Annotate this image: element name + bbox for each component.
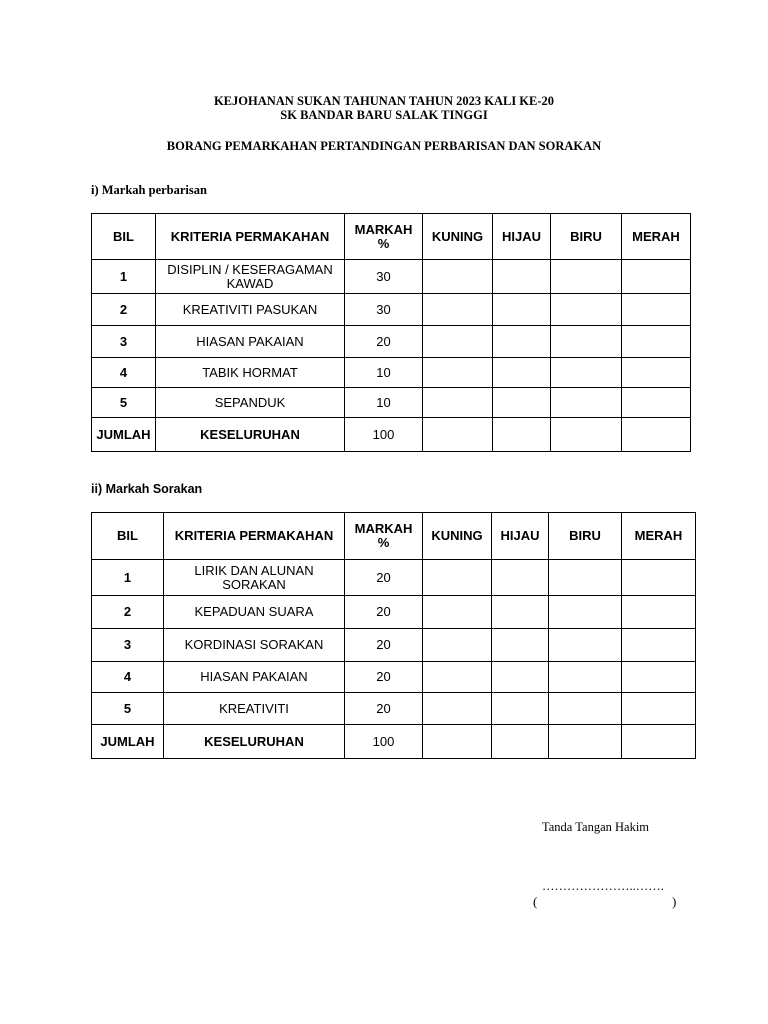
marks-cell: 10 xyxy=(345,358,423,388)
row-number: 4 xyxy=(92,358,156,388)
column-header: BIRU xyxy=(549,513,622,560)
score-cell-biru[interactable] xyxy=(549,662,622,693)
column-header: KRITERIA PERMAKAHAN xyxy=(156,214,345,260)
score-cell-biru[interactable] xyxy=(551,326,622,358)
school-name: SK BANDAR BARU SALAK TINGGI xyxy=(280,108,488,122)
score-cell-hijau[interactable] xyxy=(493,294,551,326)
row-number: 1 xyxy=(92,560,164,596)
score-cell-kuning[interactable] xyxy=(423,560,492,596)
row-number: 2 xyxy=(92,596,164,629)
total-marks: 100 xyxy=(345,725,423,759)
table-row xyxy=(92,358,691,388)
column-header: BIL xyxy=(92,214,156,260)
column-header: HIJAU xyxy=(492,513,549,560)
table-header-row xyxy=(92,513,696,560)
column-header: BIRU xyxy=(551,214,622,260)
criteria-cell: HIASAN PAKAIAN xyxy=(156,326,345,358)
marks-cell: 20 xyxy=(345,662,423,693)
column-header: KUNING xyxy=(423,513,492,560)
row-number: 4 xyxy=(92,662,164,693)
score-cell-kuning[interactable] xyxy=(423,662,492,693)
score-cell-hijau[interactable] xyxy=(492,662,549,693)
row-number: 5 xyxy=(92,693,164,725)
marks-cell: 20 xyxy=(345,693,423,725)
score-cell-biru[interactable] xyxy=(551,294,622,326)
row-number: 5 xyxy=(92,388,156,418)
criteria-cell: HIASAN PAKAIAN xyxy=(164,662,345,693)
score-cell-merah[interactable] xyxy=(622,560,696,596)
table-row xyxy=(92,596,696,629)
score-cell-kuning[interactable] xyxy=(423,629,492,662)
criteria-cell: KEPADUAN SUARA xyxy=(164,596,345,629)
total-cell-hijau[interactable] xyxy=(493,418,551,452)
score-cell-biru[interactable] xyxy=(551,388,622,418)
score-cell-biru[interactable] xyxy=(551,358,622,388)
score-cell-merah[interactable] xyxy=(622,693,696,725)
column-header: MARKAH % xyxy=(345,513,423,560)
score-cell-kuning[interactable] xyxy=(423,596,492,629)
score-cell-merah[interactable] xyxy=(622,358,691,388)
total-label: JUMLAH xyxy=(92,418,156,452)
total-cell-merah[interactable] xyxy=(622,418,691,452)
name-bracket-open: ( xyxy=(533,894,538,909)
marks-cell: 20 xyxy=(345,326,423,358)
criteria-cell: TABIK HORMAT xyxy=(156,358,345,388)
score-cell-hijau[interactable] xyxy=(492,693,549,725)
row-number: 2 xyxy=(92,294,156,326)
section-label-perbarisan: i) Markah perbarisan xyxy=(91,183,207,197)
total-cell-kuning[interactable] xyxy=(423,418,493,452)
criteria-cell: KORDINASI SORAKAN xyxy=(164,629,345,662)
table-row xyxy=(92,294,691,326)
score-cell-merah[interactable] xyxy=(622,596,696,629)
score-cell-kuning[interactable] xyxy=(423,326,493,358)
table-row xyxy=(92,326,691,358)
criteria-cell: SEPANDUK xyxy=(156,388,345,418)
score-cell-kuning[interactable] xyxy=(423,294,493,326)
score-cell-hijau[interactable] xyxy=(493,358,551,388)
judge-signature-label: Tanda Tangan Hakim xyxy=(542,820,650,834)
row-number: 3 xyxy=(92,326,156,358)
table-row xyxy=(92,388,691,418)
total-row xyxy=(92,725,696,759)
event-title: KEJOHANAN SUKAN TAHUNAN TAHUN 2023 KALI KE-20 xyxy=(213,94,555,108)
marks-cell: 20 xyxy=(345,560,423,596)
marks-cell: 10 xyxy=(345,388,423,418)
score-cell-kuning[interactable] xyxy=(423,260,493,294)
total-marks: 100 xyxy=(345,418,423,452)
table-row xyxy=(92,260,691,294)
marks-cell: 20 xyxy=(345,629,423,662)
criteria-cell: DISIPLIN / KESERAGAMAN KAWAD xyxy=(156,260,345,294)
score-cell-biru[interactable] xyxy=(549,693,622,725)
table-row xyxy=(92,693,696,725)
column-header: KRITERIA PERMAKAHAN xyxy=(164,513,345,560)
score-cell-biru[interactable] xyxy=(549,596,622,629)
score-cell-hijau[interactable] xyxy=(493,326,551,358)
column-header: HIJAU xyxy=(493,214,551,260)
marks-cell: 30 xyxy=(345,294,423,326)
criteria-cell: KREATIVITI PASUKAN xyxy=(156,294,345,326)
total-row xyxy=(92,418,691,452)
score-cell-hijau[interactable] xyxy=(493,260,551,294)
total-cell-merah[interactable] xyxy=(622,725,696,759)
criteria-cell: LIRIK DAN ALUNAN SORAKAN xyxy=(164,560,345,596)
row-number: 3 xyxy=(92,629,164,662)
score-cell-kuning[interactable] xyxy=(423,693,492,725)
total-cell-hijau[interactable] xyxy=(492,725,549,759)
score-cell-merah[interactable] xyxy=(622,662,696,693)
score-cell-hijau[interactable] xyxy=(492,560,549,596)
table-header-row xyxy=(92,214,691,260)
score-table-sorakan xyxy=(91,512,696,759)
score-cell-biru[interactable] xyxy=(551,260,622,294)
score-cell-hijau[interactable] xyxy=(492,596,549,629)
table-row xyxy=(92,560,696,596)
column-header: MERAH xyxy=(622,513,696,560)
total-label: JUMLAH xyxy=(92,725,164,759)
name-bracket-close: ) xyxy=(672,894,677,909)
score-table-perbarisan xyxy=(91,213,691,452)
total-criteria: KESELURUHAN xyxy=(156,418,345,452)
marks-cell: 20 xyxy=(345,596,423,629)
score-cell-kuning[interactable] xyxy=(423,388,493,418)
column-header: KUNING xyxy=(423,214,493,260)
signature-line[interactable]: …………………..……. xyxy=(542,879,664,893)
column-header: BIL xyxy=(92,513,164,560)
score-cell-merah[interactable] xyxy=(622,388,691,418)
score-cell-merah[interactable] xyxy=(622,260,691,294)
form-title: BORANG PEMARKAHAN PERTANDINGAN PERBARISAN DAN SORAKAN xyxy=(166,139,602,153)
criteria-cell: KREATIVITI xyxy=(164,693,345,725)
score-cell-hijau[interactable] xyxy=(493,388,551,418)
score-cell-merah[interactable] xyxy=(622,326,691,358)
marks-cell: 30 xyxy=(345,260,423,294)
score-cell-kuning[interactable] xyxy=(423,358,493,388)
table-row xyxy=(92,629,696,662)
row-number: 1 xyxy=(92,260,156,294)
score-cell-biru[interactable] xyxy=(549,560,622,596)
section-label-sorakan: ii) Markah Sorakan xyxy=(91,482,203,496)
total-cell-kuning[interactable] xyxy=(423,725,492,759)
table-row xyxy=(92,662,696,693)
score-cell-merah[interactable] xyxy=(622,294,691,326)
total-criteria: KESELURUHAN xyxy=(164,725,345,759)
total-cell-biru[interactable] xyxy=(551,418,622,452)
score-cell-biru[interactable] xyxy=(549,629,622,662)
total-cell-biru[interactable] xyxy=(549,725,622,759)
score-cell-hijau[interactable] xyxy=(492,629,549,662)
score-cell-merah[interactable] xyxy=(622,629,696,662)
column-header: MERAH xyxy=(622,214,691,260)
column-header: MARKAH % xyxy=(345,214,423,260)
